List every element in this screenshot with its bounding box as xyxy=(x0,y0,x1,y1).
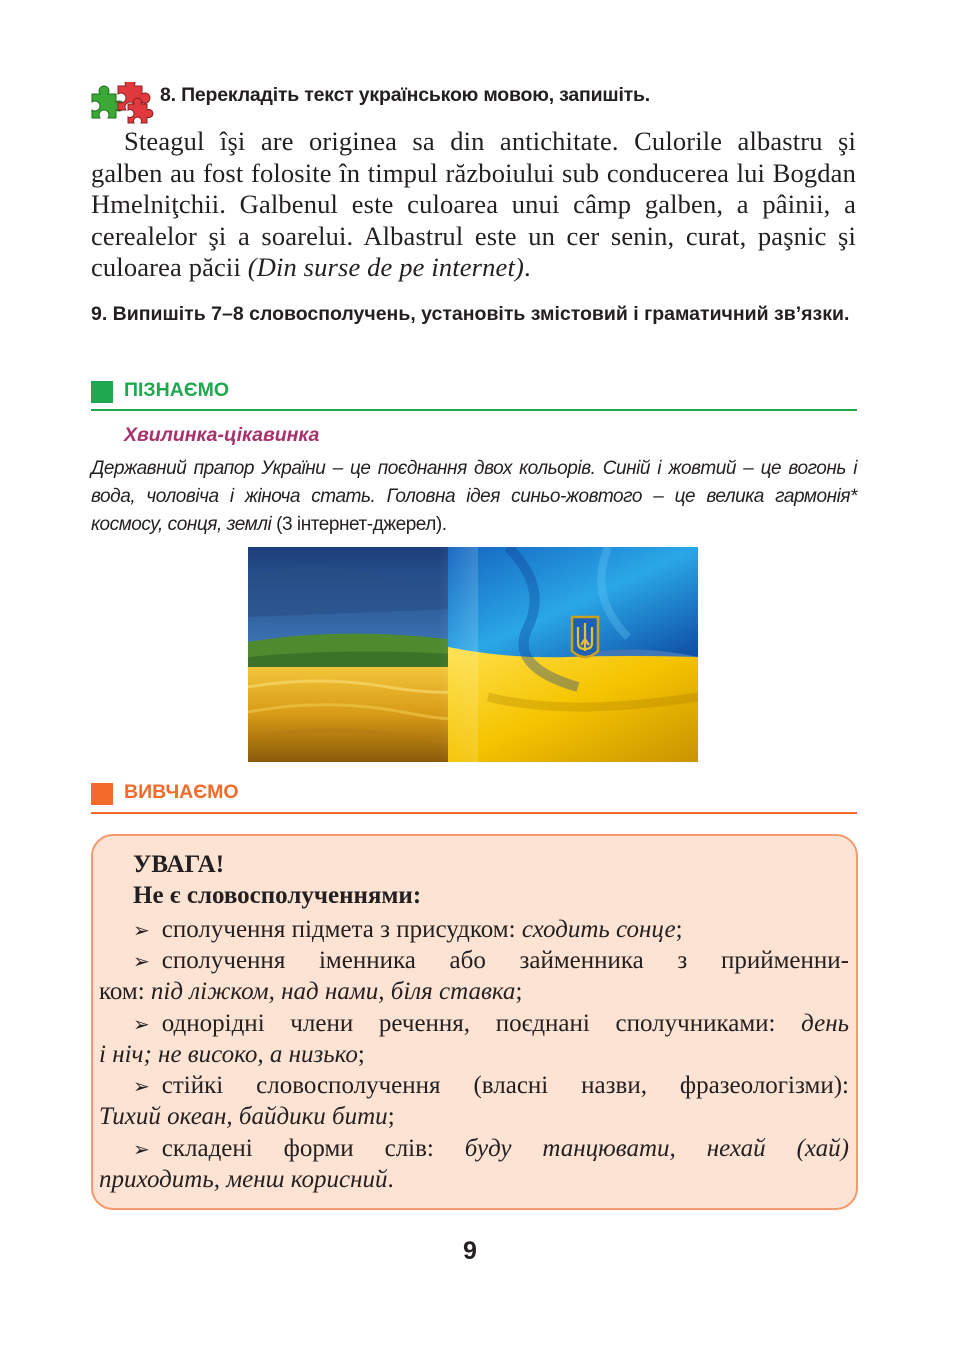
section-learn-divider xyxy=(91,409,857,411)
bullet-arrow-icon: ➢ xyxy=(133,1012,150,1036)
note-item-5-continued xyxy=(99,1164,849,1195)
page-number: 9 xyxy=(463,1237,477,1265)
note-item-4-continued xyxy=(99,1101,849,1132)
note-item-2-cont: ком: xyxy=(99,978,151,1005)
note-item-3 xyxy=(99,1008,849,1040)
attention-subheading: Не є словосполученнями: xyxy=(133,882,422,909)
bullet-arrow-icon: ➢ xyxy=(133,1074,150,1098)
section-learn-marker xyxy=(91,381,113,403)
fun-fact-text xyxy=(91,455,857,539)
note-item-2-text: сполучення іменника або займенника з прийменни- xyxy=(161,947,849,974)
section-study-divider xyxy=(91,812,857,814)
note-item-1-text: сполучення підмета з присудком: xyxy=(161,916,522,943)
exercise-8-text xyxy=(91,126,856,284)
note-item-3-example-a: день xyxy=(801,1010,849,1037)
note-item-5 xyxy=(99,1133,849,1165)
fun-fact-body: Державний прапор України – це поєднання двох кольорів. Синій і жовтий – це вогонь і вода, чоловіча і жіноча стать. Головна ідея синьо-жовтого – це велика гармонія* космосу, сонця, землі xyxy=(91,458,857,535)
note-item-1-example: сходить сонце xyxy=(521,916,676,943)
exercise-9-text: 9. Випишіть 7–8 словосполучень, установіть змістовий і граматичний зв’язки. xyxy=(91,303,850,325)
romanian-text-end: . xyxy=(523,252,531,283)
puzzle-icon xyxy=(88,82,154,126)
bullet-arrow-icon: ➢ xyxy=(133,1137,150,1161)
note-item-4 xyxy=(99,1070,849,1102)
bullet-arrow-icon: ➢ xyxy=(133,918,150,942)
note-item-3-end: ; xyxy=(357,1041,365,1068)
note-item-5-example-a: буду танцювати, нехай (хай) xyxy=(464,1135,849,1162)
exercise-8-title: 8. Перекладіть текст українською мовою, запишіть. xyxy=(160,84,651,106)
attention-heading: УВАГА! xyxy=(133,851,225,878)
note-item-2-example: під ліжком, над нами, біля ставка xyxy=(150,978,516,1005)
note-item-2 xyxy=(99,945,849,977)
note-item-5-text: складені форми слів: xyxy=(161,1135,465,1162)
section-study-marker xyxy=(91,783,113,805)
note-item-2-continued xyxy=(99,976,849,1007)
section-study-label: ВИВЧАЄМО xyxy=(124,781,239,803)
romanian-text-source: (Din surse de pe internet) xyxy=(247,252,524,283)
note-item-4-text: стійкі словосполучення (власні назви, фразеологізми): xyxy=(161,1072,849,1099)
note-item-3-continued xyxy=(99,1039,849,1070)
note-item-1 xyxy=(99,914,849,946)
note-item-5-end: . xyxy=(387,1166,394,1193)
fun-fact-source: (3 інтернет-джерел). xyxy=(271,514,447,535)
romanian-text: Steagul îşi are originea sa din antichitate. Culorile albastru şi galben au fost folosite în timpul războiului sub conducerea lui Bogdan Hmelniţchii. Galbenul este culoarea unui câmp galben, a pâinii, a cerealelor şi a soarelui. Albastrul este un cer senin, curat, paşnic şi culoarea păcii xyxy=(91,126,856,283)
fun-fact-title: Хвилинка-цікавинка xyxy=(124,424,320,446)
note-item-4-end: ; xyxy=(387,1103,395,1130)
note-item-5-example-b: приходить, менш корисний xyxy=(99,1166,388,1193)
note-item-2-end: ; xyxy=(515,978,523,1005)
note-item-4-example: Тихий океан, байдики бити xyxy=(99,1103,388,1130)
note-item-3-text: однорідні члени речення, поєднані сполучниками: xyxy=(161,1010,802,1037)
note-item-3-example-b: і ніч; не високо, а низько xyxy=(99,1041,358,1068)
section-learn-label: ПІЗНАЄМО xyxy=(124,379,230,401)
note-item-1-end: ; xyxy=(675,916,683,943)
wheat-flag-picture xyxy=(248,547,698,762)
bullet-arrow-icon: ➢ xyxy=(133,949,150,973)
